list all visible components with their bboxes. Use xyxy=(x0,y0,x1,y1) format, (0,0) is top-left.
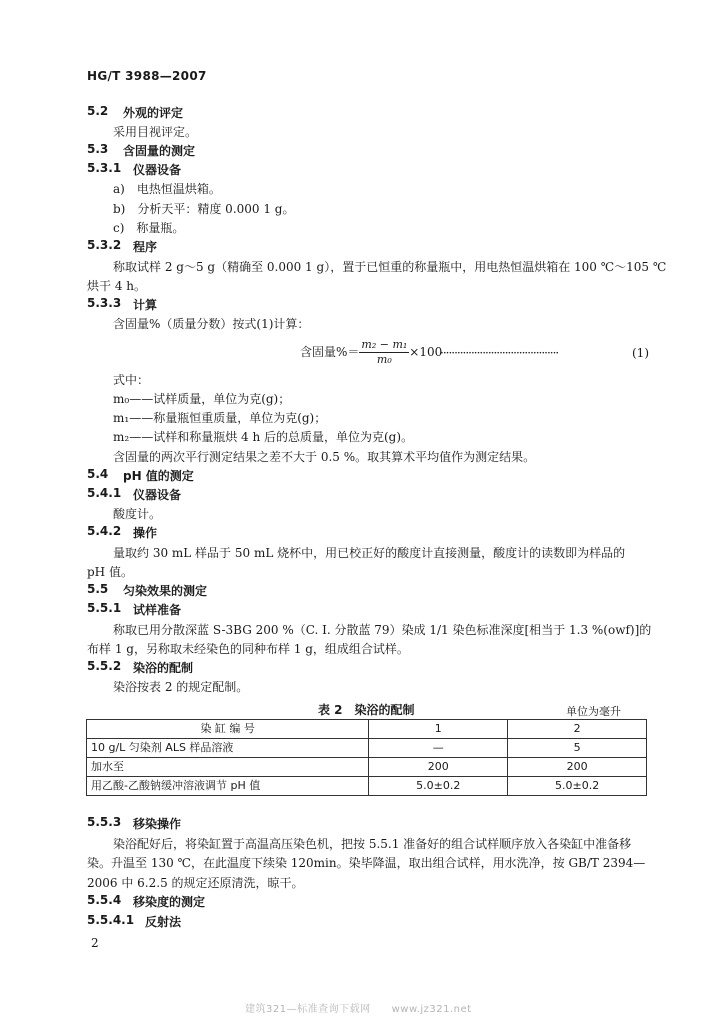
table-row xyxy=(87,758,647,777)
paragraph: 2006 中 6.2.5 的规定还原清洗，晾干。 xyxy=(87,876,304,890)
section-number: 5.3.1 xyxy=(87,161,122,175)
paragraph: pH 值。 xyxy=(87,565,133,579)
table-header-row xyxy=(87,720,647,739)
section-number: 5.4.1 xyxy=(87,486,122,500)
section-number: 5.5.3 xyxy=(87,815,122,829)
section-title: 程序 xyxy=(133,240,158,254)
page-number: 2 xyxy=(91,936,99,950)
paragraph: 称取已用分散深蓝 S-3BG 200 %（C. I. 分散蓝 79）染成 1/1 染色标准深度[相当于 1.3 %(owf)]的 xyxy=(113,623,652,637)
table-cell: 加水至 xyxy=(87,758,369,777)
list-item: a) 电热恒温烘箱。 xyxy=(113,182,221,196)
section-number: 5.4.2 xyxy=(87,524,122,538)
paragraph: 含固量的两次平行测定结果之差不大于 0.5 %。取其算术平均值作为测定结果。 xyxy=(113,450,536,464)
list-item: c) 称量瓶。 xyxy=(113,221,185,235)
section-title: 移染度的测定 xyxy=(133,895,206,909)
formula-rhs: ×100 xyxy=(409,345,443,359)
footer-watermark: 建筑321—标准查询下载网 www.jz321.net xyxy=(245,1004,472,1015)
section-number: 5.5.1 xyxy=(87,601,122,615)
formula-1 xyxy=(300,337,442,367)
table-cell: 200 xyxy=(369,758,508,777)
section-number: 5.3.2 xyxy=(87,238,122,252)
section-title: pH 值的测定 xyxy=(123,469,194,483)
section-number: 5.5.4.1 xyxy=(87,913,135,927)
variable-definition: m₁——称量瓶恒重质量，单位为克(g)； xyxy=(113,411,327,425)
paragraph: 染浴配好后，将染缸置于高温高压染色机，把按 5.5.1 准备好的组合试样顺序放入各染缸中准备移 xyxy=(113,837,632,851)
paragraph: 酸度计。 xyxy=(113,507,162,521)
formula-fraction xyxy=(359,338,409,367)
table-cell: — xyxy=(369,739,508,758)
section-number: 5.5 xyxy=(87,582,109,596)
list-item: b) 分析天平：精度 0.000 1 g。 xyxy=(113,202,295,216)
paragraph: 烘干 4 h。 xyxy=(87,279,146,293)
formula-numerator: m₂ − m₁ xyxy=(361,338,408,351)
paragraph: 染。升温至 130 ℃，在此温度下续染 120min。染毕降温，取出组合试样，用水洗净，按 GB/T 2394— xyxy=(87,856,646,870)
table-row xyxy=(87,739,647,758)
formula-leader-dots: ·········································· xyxy=(440,346,559,360)
standard-number: HG/T 3988—2007 xyxy=(87,69,207,83)
table-cell: 200 xyxy=(508,758,647,777)
table-cell: 用乙酸-乙酸钠缓冲溶液调节 pH 值 xyxy=(87,777,369,796)
formula-number: (1) xyxy=(632,346,649,360)
table-cell: 10 g/L 匀染剂 ALS 样品溶液 xyxy=(87,739,369,758)
paragraph: 布样 1 g，另称取未经染色的同种布样 1 g，组成组合试样。 xyxy=(87,642,409,656)
variable-definition: m₂——试样和称量瓶烘 4 h 后的总质量，单位为克(g)。 xyxy=(113,430,414,444)
table-header-cell: 染 缸 编 号 xyxy=(87,720,369,739)
table-header-cell: 2 xyxy=(508,720,647,739)
variable-definition: m₀——试样质量，单位为克(g)； xyxy=(113,392,291,406)
table-caption: 表 2 染浴的配制 xyxy=(318,703,415,717)
section-title: 外观的评定 xyxy=(123,106,184,120)
section-title: 操作 xyxy=(133,526,158,540)
section-title: 仪器设备 xyxy=(133,163,182,177)
paragraph: 称取试样 2 g～5 g（精确至 0.000 1 g），置于已恒重的称量瓶中，用电热恒温烘箱在 100 ℃～105 ℃ xyxy=(113,260,667,274)
formula-denominator: m₀ xyxy=(376,353,392,366)
section-title: 仪器设备 xyxy=(133,488,182,502)
table-header-cell: 1 xyxy=(369,720,508,739)
section-title: 移染操作 xyxy=(133,817,182,831)
section-number: 5.5.4 xyxy=(87,893,122,907)
section-title: 含固量的测定 xyxy=(123,144,196,158)
section-number: 5.3.3 xyxy=(87,296,122,310)
paragraph: 染浴按表 2 的规定配制。 xyxy=(113,680,249,694)
paragraph: 量取约 30 mL 样品于 50 mL 烧杯中，用已校正好的酸度计直接测量，酸度计的读数即为样品的 xyxy=(113,546,626,560)
section-title: 染浴的配制 xyxy=(133,661,194,675)
table-row xyxy=(87,777,647,796)
section-title: 计算 xyxy=(133,298,158,312)
section-number: 5.5.2 xyxy=(87,659,122,673)
section-title: 反射法 xyxy=(145,915,182,929)
table-cell: 5.0±0.2 xyxy=(369,777,508,796)
section-title: 试样准备 xyxy=(133,603,182,617)
table-cell: 5.0±0.2 xyxy=(508,777,647,796)
dye-bath-table xyxy=(86,719,647,796)
paragraph: 采用目视评定。 xyxy=(113,125,198,139)
section-number: 5.3 xyxy=(87,142,109,156)
section-number: 5.2 xyxy=(87,104,109,118)
paragraph: 含固量%（质量分数）按式(1)计算： xyxy=(113,317,310,331)
formula-lhs: 含固量%＝ xyxy=(300,345,360,359)
table-unit: 单位为毫升 xyxy=(566,705,621,718)
section-number: 5.4 xyxy=(87,467,109,481)
paragraph: 式中： xyxy=(113,373,150,387)
section-title: 匀染效果的测定 xyxy=(123,584,208,598)
table-cell: 5 xyxy=(508,739,647,758)
